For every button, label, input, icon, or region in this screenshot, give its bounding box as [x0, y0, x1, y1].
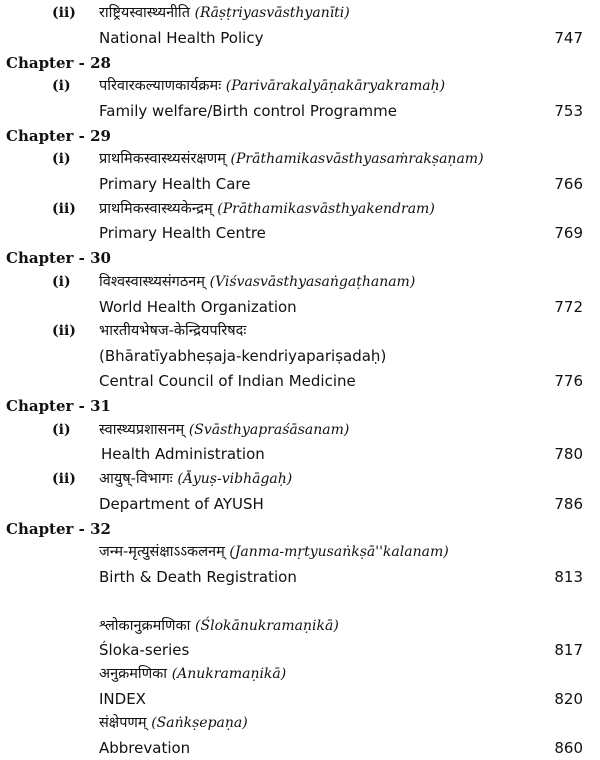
- sanskrit-title: [99, 419, 349, 441]
- english-title: Śloka-series: [99, 641, 190, 659]
- english-title: Health Administration: [101, 445, 265, 463]
- page-number: 786: [554, 495, 583, 513]
- transliteration: (Ślokānukramaṇikā): [195, 618, 339, 634]
- toc-entry-sanskrit: [0, 615, 600, 637]
- page-number: 766: [554, 175, 583, 193]
- transliteration: (Prāthamikasvāsthyakendram): [217, 201, 435, 217]
- entry-number: (i): [52, 151, 71, 167]
- page-number: 820: [554, 690, 583, 708]
- entry-number: (ii): [52, 5, 76, 21]
- toc-entry-sanskrit: [0, 712, 600, 734]
- chapter-heading: [0, 247, 600, 269]
- page-number: 780: [554, 445, 583, 463]
- entry-number: (ii): [52, 471, 76, 487]
- transliteration: (Anukramaṇikā): [171, 666, 287, 682]
- devanagari-text: श्लोकानुक्रमणिका: [99, 618, 191, 634]
- page-number: 753: [554, 102, 583, 120]
- english-title: Primary Health Centre: [99, 224, 266, 242]
- english-title: Family welfare/Birth control Programme: [99, 102, 397, 120]
- sanskrit-title: [99, 712, 248, 734]
- devanagari-text: अनुक्रमणिका: [99, 666, 168, 682]
- toc-entry-english: [0, 688, 600, 710]
- chapter-label: Chapter - 32: [6, 520, 111, 538]
- toc-entry-english: [0, 639, 600, 661]
- toc-entry-english: [0, 27, 600, 49]
- devanagari-text: राष्ट्रियस्वास्थ्यनीति: [99, 5, 190, 21]
- entry-number: (ii): [52, 323, 76, 339]
- page-number: 776: [554, 372, 583, 390]
- page-number: 860: [554, 739, 583, 757]
- page-number: 747: [554, 29, 583, 47]
- transliteration: (Rāṣṭriyasvāsthyanīti): [194, 5, 350, 21]
- sanskrit-title: [99, 2, 350, 24]
- transliteration: (Prāthamikasvāsthyasaṁrakṣaṇam): [230, 151, 484, 167]
- toc-entry-english: [0, 566, 600, 588]
- chapter-label: Chapter - 31: [6, 397, 111, 415]
- devanagari-text: आयुष्-विभागः: [99, 471, 173, 487]
- chapter-heading: [0, 518, 600, 540]
- sanskrit-title: [99, 663, 286, 685]
- toc-entry-english: [0, 173, 600, 195]
- devanagari-text: प्राथमिकस्वास्थ्यकेन्द्रम्: [99, 201, 213, 217]
- chapter-heading: [0, 52, 600, 74]
- devanagari-text: जन्म-मृत्युसंक्षाऽऽकलनम्: [99, 544, 225, 560]
- toc-entry-sanskrit: [0, 468, 600, 490]
- english-title: Abbrevation: [99, 739, 191, 757]
- toc-entry-sanskrit: [0, 198, 600, 220]
- transliteration: (Janma-mṛtyusaṅkṣā''kalanam): [229, 544, 449, 560]
- toc-entry-sanskrit: [0, 2, 600, 24]
- chapter-label: Chapter - 28: [6, 54, 111, 72]
- toc-entry-english: [0, 296, 600, 318]
- toc-entry-sanskrit: [0, 75, 600, 97]
- english-title: Primary Health Care: [99, 175, 251, 193]
- toc-entry-english: [0, 222, 600, 244]
- transliteration: (Bhāratīyabheṣaja-kendriyapariṣadaḥ): [99, 347, 387, 365]
- sanskrit-title: [99, 468, 292, 490]
- english-title: Department of AYUSH: [99, 495, 264, 513]
- english-title: World Health Organization: [99, 298, 297, 316]
- devanagari-text: स्वास्थ्यप्रशासनम्: [99, 422, 185, 438]
- page-number: 769: [554, 224, 583, 242]
- devanagari-text: प्राथमिकस्वास्थ्यसंरक्षणम्: [99, 151, 226, 167]
- devanagari-text: संक्षेपणम्: [99, 715, 147, 731]
- sanskrit-title: [99, 198, 435, 220]
- sanskrit-title: [99, 615, 339, 637]
- toc-entry-sanskrit: [0, 541, 600, 563]
- chapter-label: Chapter - 29: [6, 127, 111, 145]
- transliteration: (Viśvasvāsthyasaṅgaṭhanam): [209, 274, 416, 290]
- toc-entry-english: [0, 100, 600, 122]
- sanskrit-title: [99, 148, 484, 170]
- transliteration: (Parivārakalyāṇakāryakramaḥ): [225, 78, 446, 94]
- toc-entry-english: [0, 370, 600, 392]
- sanskrit-title: [99, 75, 445, 97]
- toc-entry-sanskrit: [0, 148, 600, 170]
- page-number: 817: [554, 641, 583, 659]
- toc-entry-transliteration: [0, 345, 600, 367]
- toc-entry-sanskrit: [0, 320, 600, 342]
- sanskrit-title: [99, 541, 449, 563]
- toc-entry-english: [0, 493, 600, 515]
- toc-entry-sanskrit: [0, 271, 600, 293]
- chapter-heading: [0, 125, 600, 147]
- english-title: Central Council of Indian Medicine: [99, 372, 356, 390]
- devanagari-text: विश्वस्वास्थ्यसंगठनम्: [99, 274, 205, 290]
- toc-entry-english: [0, 443, 600, 465]
- entry-number: (ii): [52, 201, 76, 217]
- entry-number: (i): [52, 78, 71, 94]
- toc-entry-sanskrit: [0, 419, 600, 441]
- sanskrit-title: [99, 271, 415, 293]
- transliteration: (Saṅkṣepaṇa): [151, 715, 248, 731]
- devanagari-text: परिवारकल्याणकार्यक्रमः: [99, 78, 222, 94]
- chapter-label: Chapter - 30: [6, 249, 111, 267]
- transliteration: (Svāsthyapraśāsanam): [188, 422, 350, 438]
- page-number: 813: [554, 568, 583, 586]
- page-number: 772: [554, 298, 583, 316]
- devanagari-text: भारतीयभेषज-केन्द्रियपरिषदः: [99, 323, 247, 339]
- entry-number: (i): [52, 422, 71, 438]
- toc-entry-english: [0, 737, 600, 759]
- english-title: Birth & Death Registration: [99, 568, 297, 586]
- chapter-heading: [0, 395, 600, 417]
- toc-entry-sanskrit: [0, 663, 600, 685]
- transliteration: (Āyuṣ-vibhāgaḥ): [177, 471, 293, 487]
- sanskrit-title: [99, 320, 246, 342]
- english-title: National Health Policy: [99, 29, 264, 47]
- english-title: INDEX: [99, 690, 146, 708]
- entry-number: (i): [52, 274, 71, 290]
